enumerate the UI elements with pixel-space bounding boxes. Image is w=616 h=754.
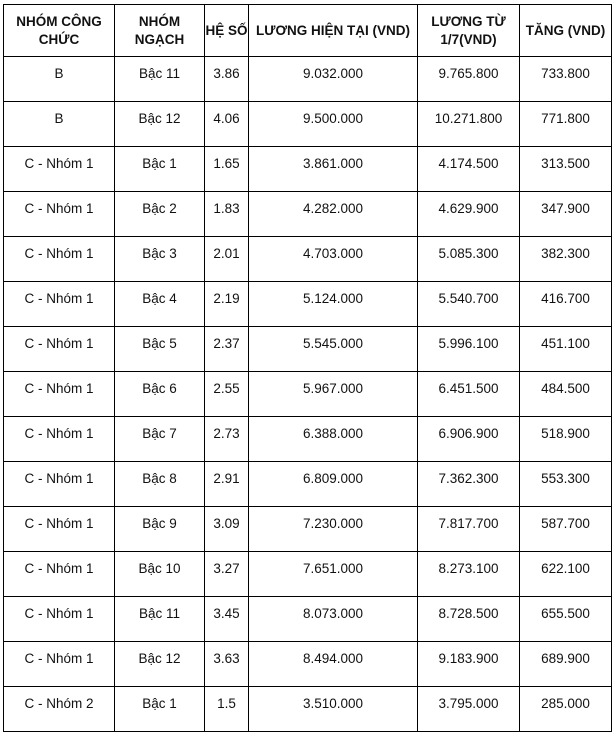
cell-current-salary: 6.388.000 (249, 417, 418, 462)
cell-civil-servant-group: C - Nhóm 1 (4, 462, 115, 507)
cell-coefficient: 4.06 (205, 102, 249, 147)
cell-increase: 622.100 (520, 552, 612, 597)
table-header (4, 5, 612, 57)
cell-increase: 655.500 (520, 597, 612, 642)
table-row (4, 507, 612, 552)
cell-coefficient: 2.01 (205, 237, 249, 282)
table-row (4, 57, 612, 102)
cell-salary-from-july: 3.795.000 (418, 687, 520, 732)
cell-civil-servant-group: C - Nhóm 1 (4, 192, 115, 237)
cell-coefficient: 2.91 (205, 462, 249, 507)
cell-salary-from-july: 4.174.500 (418, 147, 520, 192)
cell-increase: 313.500 (520, 147, 612, 192)
cell-current-salary: 4.703.000 (249, 237, 418, 282)
table-row (4, 327, 612, 372)
header-increase: TĂNG (VND) (520, 5, 612, 57)
cell-increase: 382.300 (520, 237, 612, 282)
cell-civil-servant-group: C - Nhóm 2 (4, 687, 115, 732)
salary-table-container (3, 4, 611, 732)
header-row (4, 5, 612, 57)
table-row (4, 237, 612, 282)
cell-salary-from-july: 4.629.900 (418, 192, 520, 237)
table-row (4, 192, 612, 237)
table-row (4, 102, 612, 147)
cell-grade: Bậc 4 (115, 282, 205, 327)
cell-current-salary: 7.230.000 (249, 507, 418, 552)
cell-coefficient: 1.65 (205, 147, 249, 192)
cell-civil-servant-group: C - Nhóm 1 (4, 552, 115, 597)
cell-current-salary: 5.967.000 (249, 372, 418, 417)
cell-grade: Bậc 11 (115, 57, 205, 102)
table-row (4, 597, 612, 642)
cell-increase: 484.500 (520, 372, 612, 417)
cell-coefficient: 2.55 (205, 372, 249, 417)
cell-salary-from-july: 5.540.700 (418, 282, 520, 327)
cell-civil-servant-group: C - Nhóm 1 (4, 642, 115, 687)
cell-coefficient: 1.5 (205, 687, 249, 732)
cell-grade: Bậc 3 (115, 237, 205, 282)
cell-salary-from-july: 7.362.300 (418, 462, 520, 507)
cell-increase: 347.900 (520, 192, 612, 237)
header-grade-group: NHÓM NGẠCH (115, 5, 205, 57)
cell-current-salary: 9.032.000 (249, 57, 418, 102)
cell-current-salary: 5.545.000 (249, 327, 418, 372)
cell-increase: 285.000 (520, 687, 612, 732)
header-salary-from-july: LƯƠNG TỪ 1/7(VND) (418, 5, 520, 57)
cell-salary-from-july: 6.451.500 (418, 372, 520, 417)
cell-salary-from-july: 10.271.800 (418, 102, 520, 147)
cell-salary-from-july: 9.183.900 (418, 642, 520, 687)
cell-current-salary: 6.809.000 (249, 462, 418, 507)
cell-salary-from-july: 5.085.300 (418, 237, 520, 282)
cell-salary-from-july: 5.996.100 (418, 327, 520, 372)
cell-grade: Bậc 9 (115, 507, 205, 552)
cell-salary-from-july: 6.906.900 (418, 417, 520, 462)
cell-salary-from-july: 7.817.700 (418, 507, 520, 552)
cell-salary-from-july: 8.273.100 (418, 552, 520, 597)
cell-current-salary: 3.510.000 (249, 687, 418, 732)
cell-grade: Bậc 7 (115, 417, 205, 462)
cell-current-salary: 8.494.000 (249, 642, 418, 687)
cell-coefficient: 3.45 (205, 597, 249, 642)
table-row (4, 282, 612, 327)
cell-grade: Bậc 2 (115, 192, 205, 237)
cell-grade: Bậc 10 (115, 552, 205, 597)
table-row (4, 147, 612, 192)
cell-grade: Bậc 11 (115, 597, 205, 642)
cell-coefficient: 2.73 (205, 417, 249, 462)
cell-increase: 587.700 (520, 507, 612, 552)
cell-increase: 553.300 (520, 462, 612, 507)
table-row (4, 462, 612, 507)
cell-civil-servant-group: C - Nhóm 1 (4, 417, 115, 462)
cell-coefficient: 3.63 (205, 642, 249, 687)
cell-current-salary: 9.500.000 (249, 102, 418, 147)
header-coefficient: HỆ SỐ (205, 5, 249, 57)
cell-civil-servant-group: C - Nhóm 1 (4, 327, 115, 372)
cell-current-salary: 4.282.000 (249, 192, 418, 237)
cell-increase: 416.700 (520, 282, 612, 327)
cell-grade: Bậc 8 (115, 462, 205, 507)
cell-civil-servant-group: C - Nhóm 1 (4, 507, 115, 552)
header-current-salary: LƯƠNG HIỆN TẠI (VND) (249, 5, 418, 57)
cell-increase: 771.800 (520, 102, 612, 147)
cell-civil-servant-group: C - Nhóm 1 (4, 372, 115, 417)
cell-civil-servant-group: B (4, 102, 115, 147)
cell-grade: Bậc 12 (115, 642, 205, 687)
table-row (4, 687, 612, 732)
salary-table (3, 4, 612, 732)
cell-grade: Bậc 6 (115, 372, 205, 417)
table-row (4, 642, 612, 687)
cell-increase: 451.100 (520, 327, 612, 372)
cell-current-salary: 8.073.000 (249, 597, 418, 642)
cell-grade: Bậc 12 (115, 102, 205, 147)
cell-coefficient: 3.27 (205, 552, 249, 597)
cell-increase: 689.900 (520, 642, 612, 687)
cell-grade: Bậc 5 (115, 327, 205, 372)
cell-coefficient: 1.83 (205, 192, 249, 237)
cell-coefficient: 2.19 (205, 282, 249, 327)
cell-coefficient: 3.86 (205, 57, 249, 102)
cell-coefficient: 3.09 (205, 507, 249, 552)
cell-grade: Bậc 1 (115, 147, 205, 192)
cell-coefficient: 2.37 (205, 327, 249, 372)
table-row (4, 417, 612, 462)
cell-civil-servant-group: C - Nhóm 1 (4, 597, 115, 642)
cell-grade: Bậc 1 (115, 687, 205, 732)
header-civil-servant-group: NHÓM CÔNG CHỨC (4, 5, 115, 57)
cell-current-salary: 7.651.000 (249, 552, 418, 597)
cell-increase: 733.800 (520, 57, 612, 102)
cell-civil-servant-group: C - Nhóm 1 (4, 282, 115, 327)
cell-salary-from-july: 9.765.800 (418, 57, 520, 102)
cell-civil-servant-group: C - Nhóm 1 (4, 237, 115, 282)
cell-current-salary: 3.861.000 (249, 147, 418, 192)
table-body (4, 57, 612, 732)
cell-salary-from-july: 8.728.500 (418, 597, 520, 642)
table-row (4, 372, 612, 417)
table-row (4, 552, 612, 597)
cell-increase: 518.900 (520, 417, 612, 462)
cell-civil-servant-group: B (4, 57, 115, 102)
cell-current-salary: 5.124.000 (249, 282, 418, 327)
cell-civil-servant-group: C - Nhóm 1 (4, 147, 115, 192)
